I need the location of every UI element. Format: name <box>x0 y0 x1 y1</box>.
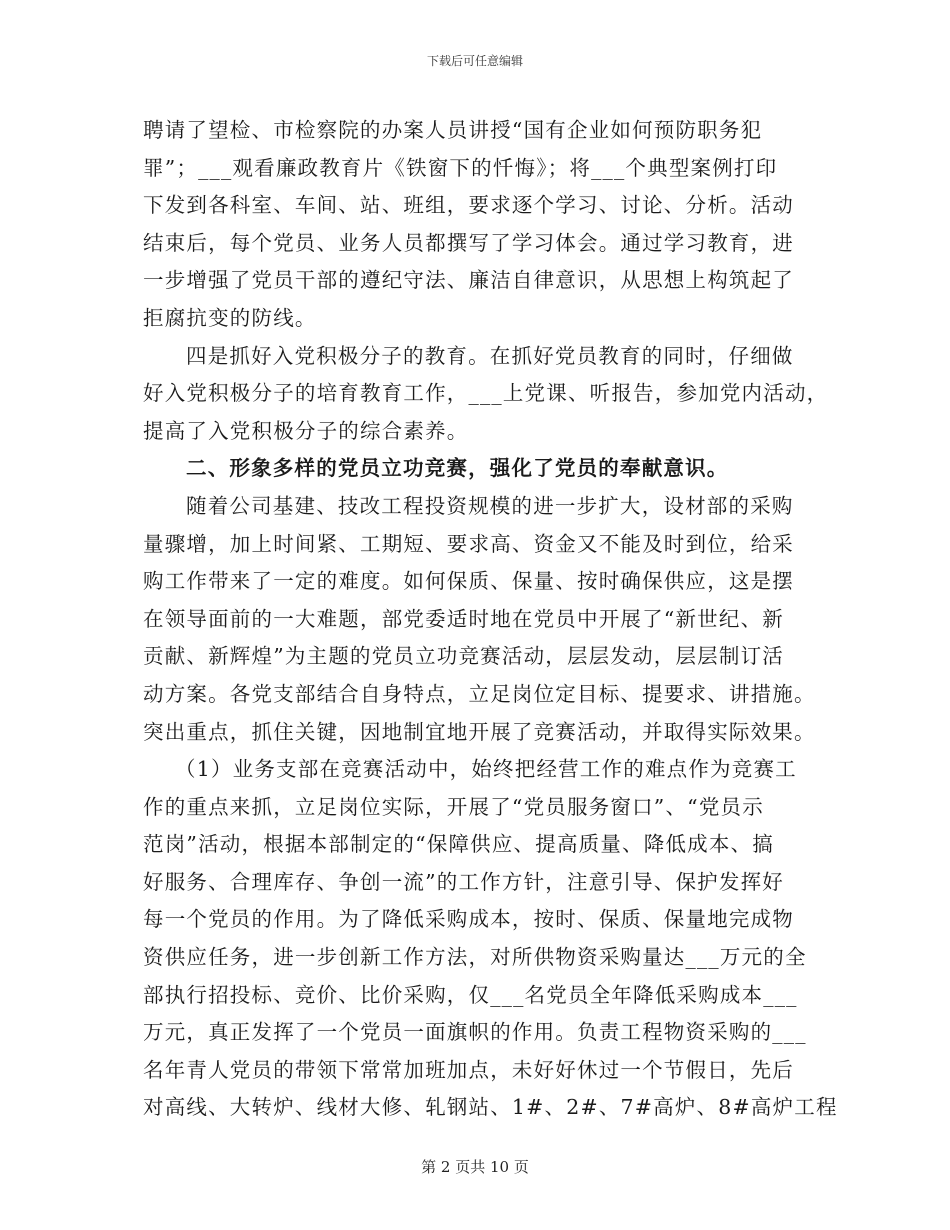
paragraph-line: 动方案。各党支部结合自身特点，立足岗位定目标、提要求、讲措施。 <box>143 681 816 706</box>
paragraph-line: 聘请了望检、市检察院的办案人员讲授“国有企业如何预防职务犯 <box>143 118 763 142</box>
paragraph-line: 好服务、合理库存、争创一流”的工作方针，注意引导、保护发挥好 <box>143 869 784 894</box>
paragraph-line: 随着公司基建、技改工程投资规模的进一步扩大，设材部的采购 <box>186 493 794 518</box>
paragraph-line: 范岗”活动，根据本部制定的“保障供应、提高质量、降低成本、搞 <box>143 832 774 857</box>
paragraph-line: 资供应任务，进一步创新工作方法，对所供物资采购量达___万元的全 <box>143 945 807 970</box>
paragraph-line: 提高了入党积极分子的综合素养。 <box>143 418 469 443</box>
paragraph-line: 下发到各科室、车间、站、班组，要求逐个学习、讨论、分析。活动 <box>143 193 794 218</box>
paragraph-line: 四是抓好入党积极分子的教育。在抓好党员教育的同时，仔细做 <box>186 343 794 368</box>
paragraph-line: 在领导面前的一大难题，部党委适时地在党员中开展了“新世纪、新 <box>143 606 784 631</box>
page-number: 第 2 页共 10 页 <box>421 1158 529 1176</box>
paragraph-line: 贡献、新辉煌”为主题的党员立功竞赛活动，层层发动，层层制订活 <box>143 644 784 669</box>
paragraph-line: 对高线、大转炉、线材大修、轧钢站、1#、2#、7#高炉、8#高炉工程 <box>143 1095 838 1120</box>
paragraph-line: 拒腐抗变的防线。 <box>143 305 317 330</box>
paragraph-line: 名年青人党员的带领下常常加班加点，未好好休过一个节假日，先后 <box>143 1057 794 1082</box>
paragraph-line: 罪”；___观看廉政教育片《铁窗下的忏悔》；将___个典型案例打印 <box>143 155 778 180</box>
paragraph-line: 一步增强了党员干部的遵纪守法、廉洁自律意识，从思想上构筑起了 <box>143 268 794 293</box>
paragraph-line: 好入党积极分子的培育教育工作，___上党课、听报告，参加党内活动， <box>143 381 829 406</box>
paragraph-line: 结束后，每个党员、业务人员都撰写了学习体会。通过学习教育，进 <box>143 230 794 255</box>
document-body <box>143 112 838 1127</box>
paragraph-line: 购工作带来了一定的难度。如何保质、保量、按时确保供应，这是摆 <box>143 569 794 594</box>
paragraph-line: 部执行招投标、竞价、比价采购，仅___名党员全年降低采购成本___ <box>143 982 798 1007</box>
paragraph-line: 每一个党员的作用。为了降低采购成本，按时、保质、保量地完成物 <box>143 907 794 932</box>
paragraph-line: 量骤增，加上时间紧、工期短、要求高、资金又不能及时到位，给采 <box>143 531 794 556</box>
paragraph-line: 万元，真正发挥了一个党员一面旗帜的作用。负责工程物资采购的___ <box>143 1020 807 1045</box>
paragraph-line: （1）业务支部在竞赛活动中，始终把经营工作的难点作为竞赛工 <box>175 757 797 782</box>
section-heading: 二、形象多样的党员立功竞赛，强化了党员的奉献意识。 <box>186 456 729 481</box>
paragraph-line: 作的重点来抓，立足岗位实际，开展了“党员服务窗口”、“党员示 <box>143 794 764 819</box>
paragraph-line: 突出重点，抓住关键，因地制宜地开展了竞赛活动，并取得实际效果。 <box>143 719 816 744</box>
page-header: 下载后可任意编辑 <box>426 54 523 68</box>
